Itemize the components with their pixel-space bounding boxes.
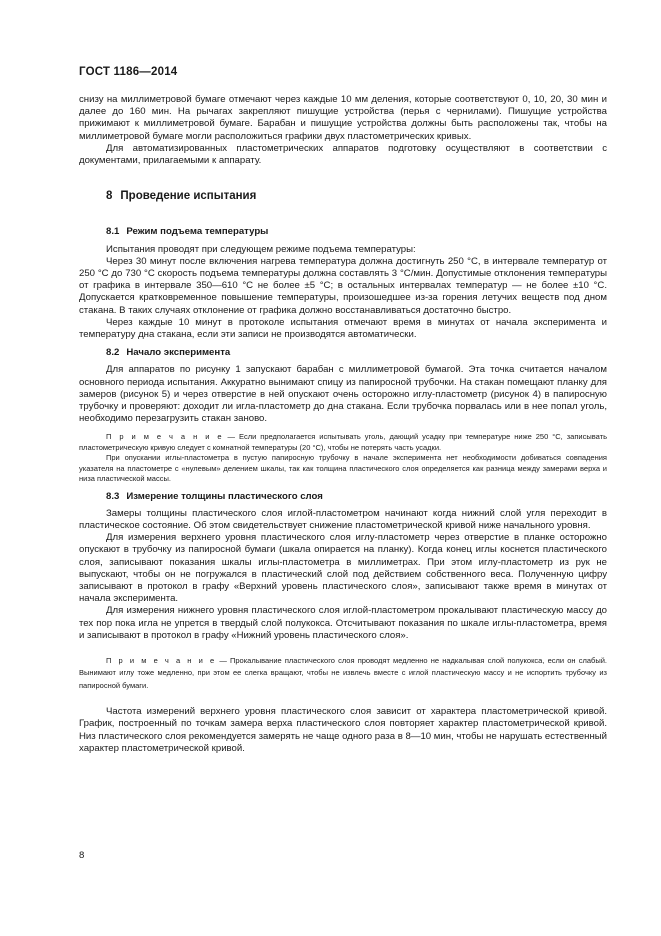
s81-paragraph-1: Испытания проводят при следующем режиме подъема температуры:: [106, 243, 416, 255]
s83-note: [79, 655, 607, 692]
subsection-title: Начало эксперимента: [126, 347, 231, 359]
s83-paragraph-4: Частота измерений верхнего уровня пластического слоя зависит от характера пластометрической кривой. График, построенный по точкам замера верха пластического слоя повторяет характер пластометрической кривой. Низ пластического слоя рекомендуется замерять не чаще одного раза в 8—10 мин, чтобы не нарушать естественный характер пластометрической кривой.: [79, 706, 607, 754]
note-label: П р и м е ч а н и е: [106, 655, 217, 665]
s83-paragraph-3: Для измерения нижнего уровня пластического слоя иглой-пластометром прокалывают пластическую массу до тех пор пока игла не упрется в твердый слой полукокса. Отсчитывают показания по шкале иглы-пластометра, время и записывают в протокол в графу «Нижний уровень пластического слоя».: [79, 605, 607, 641]
subsection-8-2-heading: [106, 347, 607, 359]
section-number: 8: [106, 190, 113, 203]
subsection-number: 8.3: [106, 490, 120, 502]
s81-paragraph-3: Через каждые 10 минут в протоколе испытания отмечают время в минутах от начала эксперимента и температуру дна стакана, если эти записи не производятся автоматически.: [79, 316, 607, 341]
s83-paragraph-2: Для измерения верхнего уровня пластического слоя иглу-пластометр через отверстие в планке осторожно опускают в трубочку из папиросной бумаги (шкала опирается на планку). Когда конец иглы коснется пластического слоя, записывают показания шкалы иглы-пластометра в миллиметрах. При этом иглу-пластометр из рук не выпускают, чтобы он не погружался в пластический слой под действием собственного веса. Полученную цифру записывают в протокол в графу «Верхний уровень пластического слоя», записывают также время в минутах от начала эксперимента.: [79, 532, 607, 605]
note-text: — Прокалывание пластического слоя проводят медленно не надкалывая слой полукокса, если он слабый. Вынимают иглу тоже медленно, при этом ее слегка вращают, чтобы не извлечь вместе с иглой пластическую массу и не испортить трубочку из папиросной бумаги.: [79, 655, 607, 690]
page-number: 8: [79, 850, 85, 861]
subsection-8-3-heading: [106, 491, 607, 503]
note-text: — Если предполагается испытывать уголь, дающий усадку при температуре ниже 250 °С, записывать пластометрическую кривую следует с комнатной температуры (20 °С), чтобы не потерять часть усадки.: [79, 432, 607, 452]
s82-note-2: При опускании иглы-пластометра в пустую папиросную трубочку в начале эксперимента нет необходимости добиваться совпадения указателя на пластометре с «нулевым» делением шкалы, так как толщина пластического слоя определяется как разница между замерами верха и низа пластической массы.: [79, 453, 607, 484]
intro-paragraph-1: снизу на миллиметровой бумаге отмечают через каждые 10 мм деления, которые соответствуют 0, 10, 20, 30 мин и далее до 160 мин. На рычагах закрепляют пишущие устройства (перья с чернилами). Пишущие устройства прижимают к миллиметровой бумаге. Барабан и пишущие устройства должны быть расположены так, чтобы на миллиметровой бумаге могли расположиться графики двух пластометрических кривых.: [79, 94, 607, 142]
note-label: П р и м е ч а н и е: [106, 432, 224, 442]
s83-paragraph-1: Замеры толщины пластического слоя иглой-пластометром начинают когда нижний слой угля переходит в пластическое состояние. Об этом свидетельствует снижение пластометрической кривой ниже начального уровня.: [79, 507, 607, 531]
subsection-8-1-heading: [106, 226, 607, 238]
subsection-title: Измерение толщины пластического слоя: [126, 490, 323, 502]
subsection-number: 8.1: [106, 226, 120, 238]
intro-paragraph-2: Для автоматизированных пластометрических аппаратов подготовку осуществляют в соответствии с документами, прилагаемыми к аппарату.: [79, 142, 607, 167]
document-body: [79, 94, 607, 755]
section-8-heading: [106, 190, 607, 202]
subsection-number: 8.2: [106, 347, 120, 359]
section-title: Проведение испытания: [120, 190, 257, 203]
document-header: ГОСТ 1186—2014: [79, 66, 178, 78]
subsection-title: Режим подъема температуры: [126, 226, 269, 238]
s82-note-1: [79, 432, 607, 453]
s81-paragraph-2: Через 30 минут после включения нагрева температура должна достигнуть 250 °С, в интервале температур от 250 °С до 730 °С скорость подъема температуры должна составлять 3 °С/мин. Допустимые отклонения температуры от графика в интервале 350—610 °С не более ±5 °С; в остальных интервалах температур — не более ±10 °С. Допускается кратковременное повышение температуры, произошедшее из-за горения летучих веществ под дном стакана. В таких случаях отклонение от графика должно восстанавливаться достаточно быстро.: [79, 255, 607, 316]
s82-paragraph-1: Для аппаратов по рисунку 1 запускают барабан с миллиметровой бумагой. Эта точка считается началом основного периода испытания. Аккуратно вынимают спицу из папиросной трубочки. На стакан помещают планку для замеров (рисунок 5) и через отверстие в ней опускают очень осторожно иглу-пластометр (рисунок 4) в папиросную трубочку и проверяют: доходит ли игла-пластометр до дна стакана. Если трубочка порвалась или в нее попал уголь, необходимо перезагрузить стакан заново.: [79, 364, 607, 425]
